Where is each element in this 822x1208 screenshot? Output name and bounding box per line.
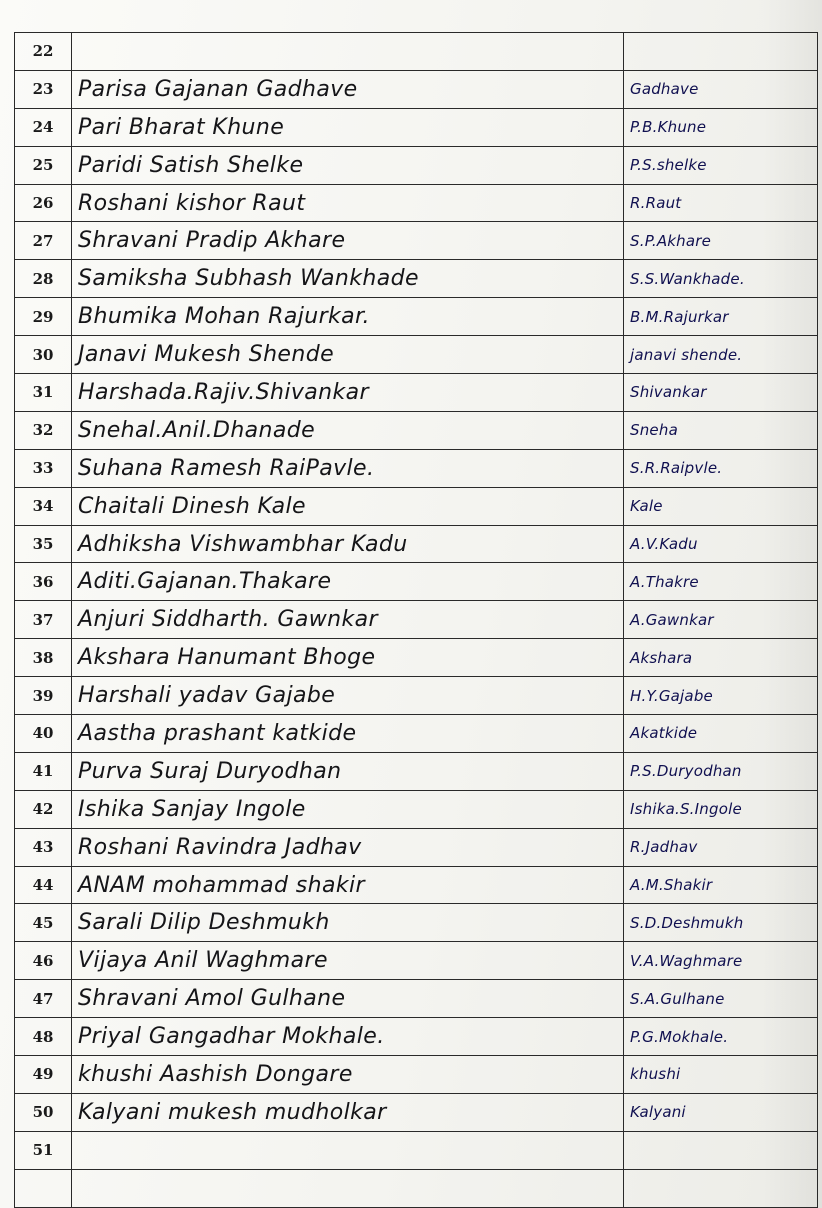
row-number: 42	[15, 790, 72, 828]
student-name: Akshara Hanumant Bhoge	[72, 639, 624, 677]
row-number: 28	[15, 260, 72, 298]
student-signature	[624, 1131, 818, 1169]
row-number: 43	[15, 828, 72, 866]
student-signature: Kale	[624, 487, 818, 525]
register-body	[15, 33, 818, 1208]
student-name: Janavi Mukesh Shende	[72, 336, 624, 374]
table-row	[15, 752, 818, 790]
row-number: 45	[15, 904, 72, 942]
student-name: Samiksha Subhash Wankhade	[72, 260, 624, 298]
table-row	[15, 715, 818, 753]
row-number: 35	[15, 525, 72, 563]
table-row	[15, 1093, 818, 1131]
student-signature: S.R.Raipvle.	[624, 449, 818, 487]
table-row	[15, 298, 818, 336]
row-number: 33	[15, 449, 72, 487]
student-name: Roshani kishor Raut	[72, 184, 624, 222]
student-signature: P.B.Khune	[624, 108, 818, 146]
table-row	[15, 904, 818, 942]
row-number: 31	[15, 374, 72, 412]
student-name: Anjuri Siddharth. Gawnkar	[72, 601, 624, 639]
table-row	[15, 601, 818, 639]
student-signature: P.G.Mokhale.	[624, 1018, 818, 1056]
student-name	[72, 1131, 624, 1169]
row-number	[15, 1169, 72, 1207]
student-name: Vijaya Anil Waghmare	[72, 942, 624, 980]
row-number: 40	[15, 715, 72, 753]
table-row	[15, 1018, 818, 1056]
table-row	[15, 980, 818, 1018]
table-row	[15, 1169, 818, 1207]
row-number: 49	[15, 1056, 72, 1094]
table-row	[15, 70, 818, 108]
student-signature: V.A.Waghmare	[624, 942, 818, 980]
table-row	[15, 222, 818, 260]
table-row	[15, 487, 818, 525]
student-name: khushi Aashish Dongare	[72, 1056, 624, 1094]
table-row	[15, 866, 818, 904]
row-number: 26	[15, 184, 72, 222]
student-signature: S.A.Gulhane	[624, 980, 818, 1018]
student-signature: A.M.Shakir	[624, 866, 818, 904]
row-number: 36	[15, 563, 72, 601]
student-name: Aditi.Gajanan.Thakare	[72, 563, 624, 601]
row-number: 29	[15, 298, 72, 336]
student-name: Adhiksha Vishwambhar Kadu	[72, 525, 624, 563]
student-signature: Sneha	[624, 411, 818, 449]
table-row	[15, 639, 818, 677]
row-number: 46	[15, 942, 72, 980]
row-number: 24	[15, 108, 72, 146]
row-number: 39	[15, 677, 72, 715]
row-number: 50	[15, 1093, 72, 1131]
student-name: Harshali yadav Gajabe	[72, 677, 624, 715]
table-row	[15, 790, 818, 828]
student-signature: janavi shende.	[624, 336, 818, 374]
student-signature: Ishika.S.Ingole	[624, 790, 818, 828]
table-row	[15, 563, 818, 601]
table-row	[15, 677, 818, 715]
student-signature: khushi	[624, 1056, 818, 1094]
student-name: Snehal.Anil.Dhanade	[72, 411, 624, 449]
student-name: Chaitali Dinesh Kale	[72, 487, 624, 525]
student-signature	[624, 33, 818, 71]
student-signature: Shivankar	[624, 374, 818, 412]
table-row	[15, 1131, 818, 1169]
student-name: Purva Suraj Duryodhan	[72, 752, 624, 790]
student-signature: S.S.Wankhade.	[624, 260, 818, 298]
student-signature: Akatkide	[624, 715, 818, 753]
student-signature: R.Raut	[624, 184, 818, 222]
table-row	[15, 411, 818, 449]
student-name: Paridi Satish Shelke	[72, 146, 624, 184]
row-number: 37	[15, 601, 72, 639]
student-name: Bhumika Mohan Rajurkar.	[72, 298, 624, 336]
row-number: 51	[15, 1131, 72, 1169]
student-signature: Gadhave	[624, 70, 818, 108]
student-name	[72, 1169, 624, 1207]
student-signature: P.S.shelke	[624, 146, 818, 184]
row-number: 27	[15, 222, 72, 260]
student-name: Kalyani mukesh mudholkar	[72, 1093, 624, 1131]
student-name: Sarali Dilip Deshmukh	[72, 904, 624, 942]
row-number: 38	[15, 639, 72, 677]
row-number: 48	[15, 1018, 72, 1056]
table-row	[15, 1056, 818, 1094]
row-number: 44	[15, 866, 72, 904]
table-row	[15, 146, 818, 184]
student-name: Roshani Ravindra Jadhav	[72, 828, 624, 866]
student-name: Shravani Amol Gulhane	[72, 980, 624, 1018]
table-row	[15, 828, 818, 866]
student-name: Shravani Pradip Akhare	[72, 222, 624, 260]
student-signature: S.D.Deshmukh	[624, 904, 818, 942]
student-signature: Kalyani	[624, 1093, 818, 1131]
register-table	[14, 32, 818, 1208]
table-row	[15, 336, 818, 374]
student-signature: A.Gawnkar	[624, 601, 818, 639]
student-name: Ishika Sanjay Ingole	[72, 790, 624, 828]
student-name: Harshada.Rajiv.Shivankar	[72, 374, 624, 412]
row-number: 41	[15, 752, 72, 790]
table-row	[15, 33, 818, 71]
table-row	[15, 184, 818, 222]
table-row	[15, 449, 818, 487]
student-name	[72, 33, 624, 71]
student-signature: B.M.Rajurkar	[624, 298, 818, 336]
student-signature: P.S.Duryodhan	[624, 752, 818, 790]
table-row	[15, 942, 818, 980]
student-signature	[624, 1169, 818, 1207]
row-number: 23	[15, 70, 72, 108]
student-signature: S.P.Akhare	[624, 222, 818, 260]
student-name: Priyal Gangadhar Mokhale.	[72, 1018, 624, 1056]
table-row	[15, 260, 818, 298]
row-number: 32	[15, 411, 72, 449]
student-name: Pari Bharat Khune	[72, 108, 624, 146]
student-name: Parisa Gajanan Gadhave	[72, 70, 624, 108]
table-row	[15, 108, 818, 146]
row-number: 30	[15, 336, 72, 374]
table-row	[15, 525, 818, 563]
row-number: 25	[15, 146, 72, 184]
student-signature: A.Thakre	[624, 563, 818, 601]
student-signature: R.Jadhav	[624, 828, 818, 866]
table-row	[15, 374, 818, 412]
student-name: Aastha prashant katkide	[72, 715, 624, 753]
student-signature: A.V.Kadu	[624, 525, 818, 563]
row-number: 22	[15, 33, 72, 71]
row-number: 47	[15, 980, 72, 1018]
row-number: 34	[15, 487, 72, 525]
student-signature: H.Y.Gajabe	[624, 677, 818, 715]
student-name: Suhana Ramesh RaiPavle.	[72, 449, 624, 487]
student-signature: Akshara	[624, 639, 818, 677]
student-name: ANAM mohammad shakir	[72, 866, 624, 904]
